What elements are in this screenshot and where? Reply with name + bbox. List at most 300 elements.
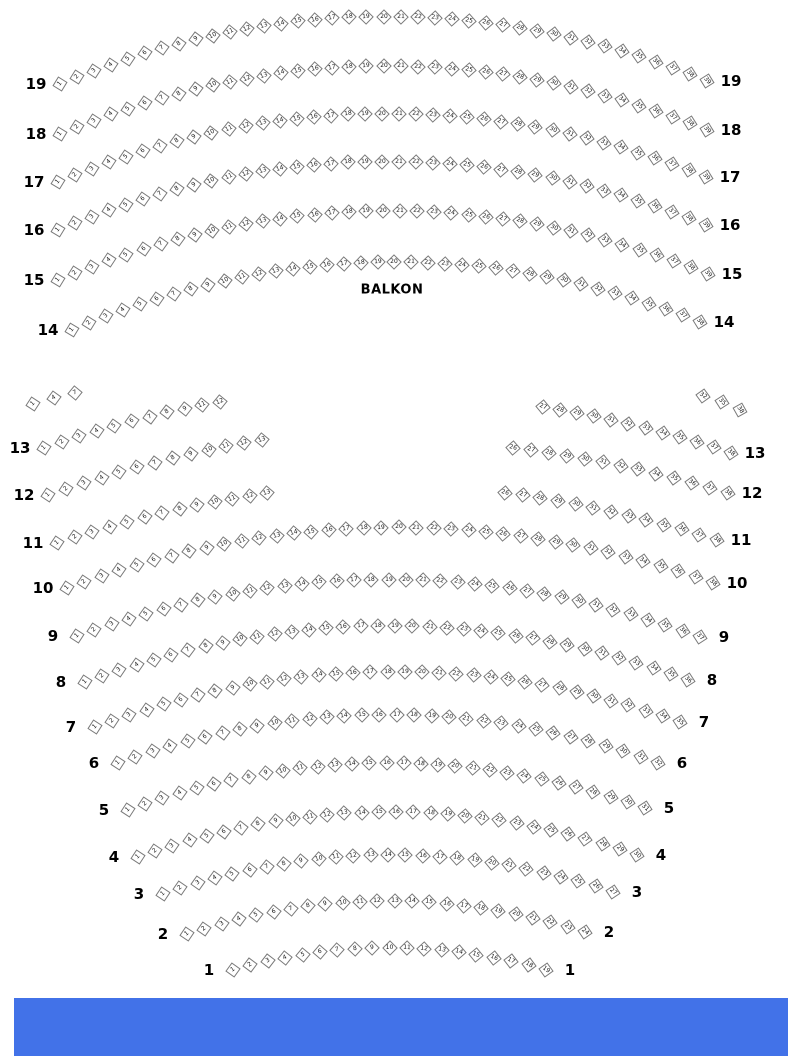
seat-number: 28 — [539, 588, 550, 599]
seat-number: 5 — [123, 517, 131, 526]
seat-number: 8 — [175, 39, 183, 48]
seat-number: 10 — [227, 588, 238, 598]
seat-number: 25 — [481, 527, 491, 536]
seat-number: 23 — [538, 867, 550, 877]
seat-number: 2 — [57, 437, 66, 446]
seat-number: 21 — [396, 61, 405, 70]
seat-number: 22 — [429, 523, 438, 532]
seat-number: 23 — [496, 718, 507, 728]
seat-number: 18 — [367, 575, 376, 583]
seat-number: 8 — [245, 772, 252, 781]
seat-number: 35 — [675, 716, 686, 727]
seat-number: 27 — [566, 731, 577, 742]
seat-number: 23 — [469, 670, 479, 680]
seat-number: 17 — [399, 758, 408, 767]
seat-number: 20 — [379, 61, 388, 70]
seat-number: 17 — [339, 259, 348, 268]
seat-number: 21 — [477, 813, 487, 822]
seat-number: 7 — [71, 388, 78, 397]
seat-number: 5 — [228, 869, 236, 878]
seat-number: 21 — [504, 860, 515, 870]
seat-number: 30 — [547, 125, 558, 135]
seat-number: 18 — [410, 711, 419, 719]
seat-number: 14 — [304, 625, 314, 634]
seat-number: 12 — [241, 218, 251, 229]
seat-number: 22 — [413, 62, 422, 70]
seat-number: 3 — [89, 66, 98, 75]
seat-number: 30 — [548, 28, 559, 39]
seat-number: 29 — [532, 219, 543, 229]
seat-number: 9 — [190, 132, 198, 141]
seat-number: 21 — [425, 622, 434, 631]
seat-number: 2 — [90, 625, 98, 634]
seat-number: 11 — [252, 631, 262, 641]
seat-number: 35 — [660, 619, 671, 630]
seat-number: 8 — [185, 547, 193, 556]
seat-number: 31 — [591, 599, 602, 610]
seat-number: 1 — [39, 443, 48, 452]
seat-number: 9 — [254, 721, 261, 730]
seat-number: 4 — [115, 565, 123, 574]
seat-number: 25 — [536, 773, 547, 784]
seat-number: 8 — [173, 234, 181, 243]
seat-number: 9 — [193, 500, 201, 509]
seat-number: 11 — [223, 124, 234, 134]
seat-number: 1 — [43, 490, 52, 499]
seat-number: 6 — [246, 865, 253, 874]
seat-number: 15 — [357, 711, 366, 719]
seat-number: 7 — [158, 44, 166, 52]
seat-number: 27 — [498, 69, 508, 79]
seat-number: 24 — [464, 525, 474, 534]
row-label-left: 15 — [23, 271, 45, 289]
seat-number: 23 — [562, 921, 574, 932]
seat-number: 32 — [614, 652, 625, 663]
seat-number: 11 — [236, 272, 247, 282]
seat-number: 17 — [366, 667, 375, 676]
seat-number: 2 — [246, 960, 254, 969]
seat-number: 37 — [694, 529, 705, 540]
seat-number: 36 — [651, 56, 662, 67]
seat-number: 13 — [270, 266, 281, 276]
seat-number: 6 — [128, 416, 136, 425]
seat-number: 25 — [546, 824, 557, 835]
seat-number: 30 — [632, 849, 643, 860]
row-label-right: 2 — [603, 923, 615, 941]
seat-number: 28 — [555, 404, 566, 415]
seat-number: 3 — [79, 478, 88, 487]
seat-number: 39 — [701, 171, 712, 182]
seat-number: 6 — [133, 462, 141, 471]
seat-number: 12 — [239, 437, 249, 448]
seat-number: 34 — [617, 45, 628, 56]
seat-number: 28 — [533, 533, 544, 543]
seat-number: 26 — [479, 114, 490, 124]
seat-number: 9 — [192, 35, 200, 44]
seat-number: 21 — [396, 206, 405, 215]
seat-number: 14 — [287, 263, 298, 273]
seat-number: 30 — [574, 595, 585, 606]
seat-number: 5 — [252, 910, 260, 919]
seat-number: 4 — [105, 522, 113, 531]
seat-number: 27 — [522, 585, 532, 596]
seat-number: 37 — [667, 158, 678, 169]
seat-number: 27 — [498, 213, 508, 223]
seat-number: 24 — [470, 579, 480, 588]
seat-number: 25 — [464, 15, 474, 25]
seat-number: 35 — [716, 396, 728, 407]
seat-number: 24 — [513, 721, 524, 731]
seat-number: 10 — [234, 634, 245, 644]
seat-number: 15 — [365, 759, 374, 767]
seat-number: 7 — [168, 551, 175, 560]
seat-number: 29 — [562, 450, 572, 460]
seat-number: 34 — [615, 142, 627, 153]
seat-number: 17 — [328, 63, 337, 72]
seat-number: 26 — [563, 828, 574, 839]
seat-number: 16 — [339, 622, 348, 631]
seat-number: 23 — [446, 524, 456, 533]
seat-number: 25 — [464, 65, 474, 74]
seat-number: 20 — [401, 575, 410, 583]
seat-number: 24 — [529, 821, 539, 831]
seat-number: 29 — [530, 169, 541, 180]
seat-number: 28 — [515, 71, 525, 81]
seat-number: 33 — [599, 40, 611, 51]
seat-number: 26 — [479, 162, 490, 172]
row-label-right: 5 — [663, 799, 675, 817]
seat-number: 24 — [447, 208, 456, 217]
seat-number: 26 — [554, 777, 565, 788]
seat-number: 35 — [665, 668, 677, 679]
seat-number: 16 — [348, 668, 358, 676]
seat-number: 7 — [156, 141, 164, 150]
seat-number: 36 — [649, 152, 661, 163]
seat-number: 14 — [276, 18, 286, 28]
seat-number: 4 — [281, 953, 289, 962]
seat-number: 24 — [556, 871, 567, 882]
seat-number: 32 — [606, 506, 617, 516]
seat-number: 33 — [640, 422, 651, 433]
seat-number: 17 — [342, 524, 351, 533]
seat-number: 8 — [236, 724, 243, 733]
seat-number: 8 — [169, 453, 176, 462]
seat-number: 6 — [177, 695, 185, 704]
seat-number: 33 — [623, 510, 634, 521]
seat-number: 13 — [390, 896, 399, 905]
seat-number: 15 — [293, 16, 303, 26]
seat-number: 31 — [606, 695, 617, 706]
seat-number: 5 — [142, 609, 150, 618]
seat-number: 8 — [352, 944, 358, 953]
seat-number: 30 — [618, 745, 629, 757]
seat-number: 32 — [581, 132, 592, 143]
seat-number: 12 — [254, 532, 264, 543]
seat-number: 28 — [535, 492, 546, 503]
seat-number: 31 — [635, 751, 647, 762]
seat-number: 5 — [122, 200, 130, 209]
seat-number: 15 — [374, 807, 383, 816]
seat-number: 3 — [115, 665, 123, 674]
seat-number: 34 — [638, 555, 649, 566]
seat-number: 2 — [176, 883, 184, 892]
seat-number: 10 — [288, 813, 298, 823]
seat-number: 3 — [88, 527, 96, 536]
seat-number: 31 — [597, 647, 608, 658]
seat-number: 5 — [193, 784, 201, 793]
seat-number: 38 — [695, 316, 706, 327]
seat-number: 35 — [634, 50, 645, 62]
seat-number: 31 — [588, 502, 599, 513]
row-label-right: 17 — [719, 168, 741, 186]
row-label-left: 6 — [88, 754, 100, 772]
seat-number: 20 — [460, 811, 470, 820]
seat-number: 37 — [678, 309, 689, 321]
seat-number: 1 — [158, 889, 167, 898]
row-label-right: 1 — [564, 961, 576, 979]
seat-number: 5 — [115, 467, 123, 476]
seat-number: 23 — [453, 577, 463, 587]
seat-number: 20 — [378, 157, 386, 165]
seat-number: 9 — [190, 180, 198, 189]
seat-number: 6 — [139, 146, 147, 155]
seat-number: 34 — [617, 94, 628, 106]
seat-number: 23 — [459, 624, 469, 634]
seat-number: 19 — [373, 257, 382, 266]
seat-number: 12 — [312, 761, 322, 771]
seat-number: 33 — [631, 657, 642, 668]
seat-number: 21 — [395, 157, 403, 165]
seat-number: 28 — [554, 683, 565, 693]
seat-number: 4 — [185, 836, 193, 845]
seat-number: 35 — [644, 298, 655, 309]
seat-number: 31 — [566, 226, 577, 236]
seat-number: 25 — [493, 628, 504, 638]
seat-number: 1 — [55, 79, 64, 88]
seat-number: 13 — [366, 851, 375, 859]
seat-number: 1 — [55, 129, 64, 138]
seat-number: 2 — [70, 170, 79, 179]
seat-number: 29 — [562, 639, 573, 650]
seat-number: 33 — [598, 137, 610, 148]
seat-number: 6 — [159, 604, 167, 613]
seat-number: 17 — [459, 900, 469, 910]
seat-number: 3 — [148, 747, 157, 755]
seat-number: 16 — [310, 15, 320, 24]
seat-number: 7 — [158, 93, 166, 102]
seat-number: 24 — [458, 260, 467, 269]
seat-number: 30 — [589, 411, 600, 421]
seat-number: 2 — [200, 924, 208, 933]
seat-number: 16 — [310, 209, 319, 219]
seat-number: 31 — [564, 128, 575, 139]
seat-number: 28 — [588, 786, 599, 797]
seat-number: 6 — [152, 294, 161, 303]
seat-number: 24 — [580, 926, 591, 937]
seat-number: 13 — [330, 760, 340, 769]
row-label-left: 10 — [32, 579, 54, 597]
seat-number: 11 — [295, 763, 305, 773]
seat-number: 16 — [375, 710, 384, 719]
seat-number: 17 — [435, 852, 445, 861]
seat-number: 1 — [113, 758, 122, 767]
seat-number: 20 — [408, 622, 417, 630]
seat-number: 10 — [208, 80, 219, 90]
seat-number: 26 — [481, 211, 491, 221]
seat-number: 38 — [684, 212, 695, 224]
row-label-right: 11 — [730, 531, 752, 549]
seat-number: 13 — [258, 216, 268, 226]
seat-number: 14 — [314, 670, 324, 679]
seat-number: 17 — [328, 13, 337, 22]
seat-number: 9 — [187, 449, 194, 458]
seat-number: 36 — [687, 477, 698, 488]
seat-number: 5 — [132, 560, 141, 569]
seat-number: 25 — [503, 674, 513, 684]
seat-number: 10 — [206, 175, 217, 186]
seat-number: 11 — [355, 897, 365, 906]
row-label-left: 12 — [13, 486, 35, 504]
seat-number: 9 — [203, 543, 210, 552]
seat-number: 36 — [651, 249, 663, 261]
row-label-left: 14 — [37, 321, 59, 339]
seat-number: 3 — [158, 794, 166, 802]
seat-number: 4 — [132, 660, 141, 669]
seat-number: 14 — [274, 115, 285, 125]
seat-number: 16 — [382, 758, 391, 767]
seat-number: 12 — [279, 674, 289, 683]
seat-number: 21 — [412, 523, 421, 531]
seat-number: 29 — [605, 791, 616, 802]
seat-number: 31 — [576, 278, 587, 289]
seat-number: 27 — [526, 445, 536, 455]
seat-number: 12 — [322, 810, 332, 819]
seat-number: 35 — [632, 195, 644, 206]
seat-number: 7 — [145, 412, 153, 421]
row-label-right: 19 — [720, 72, 742, 90]
seat-number: 34 — [627, 292, 638, 303]
seat-number: 6 — [139, 244, 147, 253]
seat-number: 26 — [481, 17, 491, 27]
seat-number: 11 — [225, 26, 235, 37]
seat-number: 36 — [673, 565, 684, 577]
seat-number: 1 — [182, 929, 191, 938]
seat-number: 14 — [289, 528, 299, 538]
seat-number: 9 — [204, 280, 211, 289]
seat-number: 16 — [310, 64, 320, 74]
seat-number: 34 — [615, 190, 627, 201]
seat-number: 11 — [223, 172, 234, 182]
seat-number: 25 — [474, 261, 484, 271]
seat-number: 5 — [122, 152, 130, 161]
seat-number: 15 — [425, 897, 434, 906]
seat-number: 16 — [309, 160, 319, 169]
seat-number: 27 — [498, 19, 508, 29]
seat-number: 35 — [634, 244, 646, 255]
seat-number: 10 — [203, 444, 214, 455]
seat-number: 20 — [487, 857, 497, 867]
seat-number: 19 — [360, 109, 369, 118]
seat-number: 14 — [274, 163, 285, 173]
seat-number: 10 — [314, 854, 324, 863]
row-label-right: 8 — [706, 671, 718, 689]
row-label-right: 13 — [744, 444, 766, 462]
seat-number: 20 — [390, 257, 399, 265]
seat-number: 26 — [508, 443, 518, 452]
seat-number: 28 — [525, 268, 536, 278]
seat-number: 33 — [610, 287, 621, 298]
seat-number: 11 — [225, 76, 235, 87]
seat-number: 24 — [447, 14, 457, 23]
seat-number: 36 — [661, 303, 672, 315]
seat-number: 27 — [496, 116, 507, 126]
seat-number: 38 — [685, 117, 696, 129]
seat-number: 7 — [237, 823, 245, 832]
seat-number: 1 — [62, 583, 71, 592]
seat-number: 4 — [105, 206, 113, 214]
seat-number: 7 — [169, 289, 178, 298]
seat-number: 30 — [549, 222, 560, 233]
seat-number: 4 — [50, 393, 58, 402]
seat-number: 18 — [359, 523, 368, 532]
seat-number: 19 — [541, 964, 552, 975]
seat-number: 3 — [87, 164, 96, 173]
seat-number: 37 — [668, 111, 679, 122]
seat-number: 22 — [452, 669, 461, 678]
seat-number: 12 — [240, 121, 251, 131]
seat-number: 28 — [544, 447, 554, 457]
seat-number: 39 — [701, 219, 712, 230]
seat-number: 1 — [53, 275, 62, 284]
seat-number: 28 — [513, 167, 524, 177]
seat-number: 3 — [101, 312, 110, 320]
seat-number: 6 — [210, 779, 218, 788]
seat-number: 7 — [184, 645, 192, 654]
seat-number: 8 — [173, 184, 181, 193]
seat-number: 38 — [726, 447, 737, 458]
seat-number: 12 — [349, 851, 358, 860]
seat-number: 3 — [88, 262, 96, 270]
seat-number: 10 — [209, 496, 220, 507]
seat-number: 12 — [373, 896, 382, 905]
seat-number: 8 — [163, 408, 171, 416]
seat-number: 19 — [470, 855, 480, 865]
seat-number: 1 — [133, 852, 142, 861]
seat-number: 30 — [589, 690, 600, 701]
seat-number: 7 — [158, 508, 166, 517]
row-label-left: 4 — [108, 848, 120, 866]
seat-number: 3 — [75, 431, 83, 440]
seat-number: 35 — [674, 431, 686, 442]
seat-number: 35 — [669, 472, 680, 483]
seat-number: 35 — [655, 560, 667, 571]
seat-number: 21 — [461, 714, 471, 723]
seat-number: 15 — [292, 211, 302, 221]
seat-number: 2 — [151, 846, 159, 855]
seat-number: 34 — [617, 239, 628, 250]
seat-number: 19 — [400, 667, 409, 675]
seat-number: 9 — [191, 230, 198, 239]
seat-number: 32 — [582, 85, 594, 96]
seat-number: 8 — [255, 819, 262, 828]
seat-number: 22 — [545, 916, 556, 927]
seat-number: 25 — [464, 210, 474, 219]
seat-number: 20 — [444, 712, 454, 722]
seat-number: 27 — [528, 633, 538, 643]
seat-number: 15 — [306, 526, 316, 536]
seat-number: 36 — [691, 436, 703, 447]
seat-number: 15 — [293, 66, 303, 75]
